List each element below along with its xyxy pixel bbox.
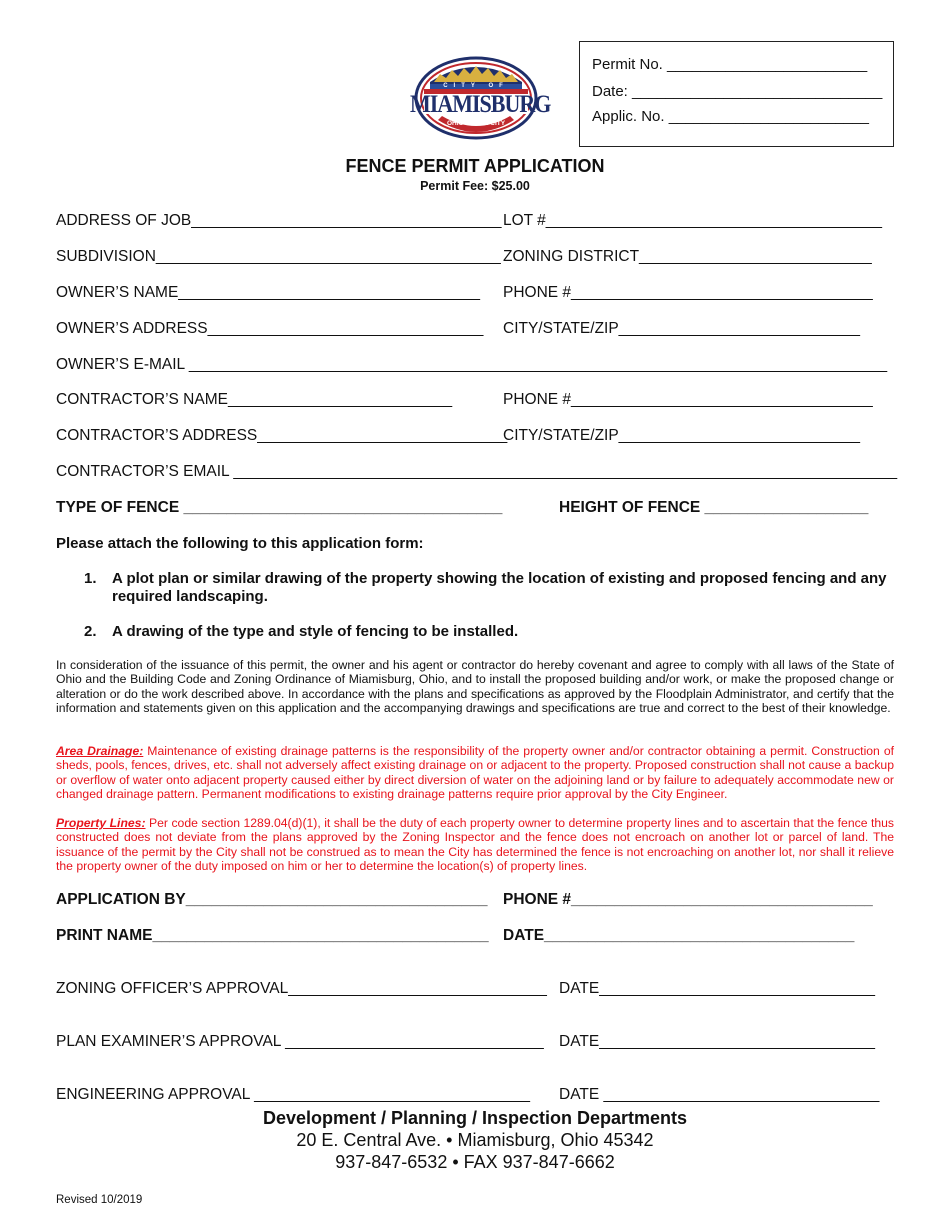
property-lines-label: Property Lines: — [56, 816, 146, 830]
list-item-number: 1. — [84, 570, 97, 587]
signature-phone-field[interactable]: PHONE #___________________________________ — [503, 891, 873, 908]
list-item-plot-plan: A plot plan or similar drawing of the property showing the location of existing and proposed fencing and any required landscaping. — [112, 570, 887, 605]
revised-date: Revised 10/2019 — [56, 1194, 143, 1206]
attach-instructions-heading: Please attach the following to this application form: — [56, 535, 424, 552]
list-item-number: 2. — [84, 623, 97, 640]
list-item-fence-drawing: A drawing of the type and style of fencing to be installed. — [112, 623, 519, 640]
contractor-phone-field[interactable]: PHONE #___________________________________ — [503, 391, 873, 408]
owner-city-state-zip-field[interactable]: CITY/STATE/ZIP____________________________ — [503, 320, 861, 337]
permit-date-field[interactable]: Date: ______________________________ — [592, 83, 883, 100]
consideration-paragraph: In consideration of the issuance of this permit, the owner and his agent or contractor do hereby covenant and agree to comply with all laws of the State of Ohio and the Building Code and Zoning Ordinance of Miamisburg, Ohio, and to install the proposed building and/or work, or make the proposed change or alteration or do the work described above. In accordance with the plans and specifications as approved by the Floodplain Administrator, and certify that the information and statements given on this application and the accompanying drawings and specifications are true and correct to the best of their knowledge. — [56, 658, 894, 716]
miamisburg-logo — [410, 52, 551, 142]
logo-top-text: CITY OF — [443, 83, 509, 89]
applic-no-field[interactable]: Applic. No. ________________________ — [592, 108, 869, 125]
owner-phone-field[interactable]: PHONE #___________________________________ — [503, 284, 873, 301]
address-of-job-field[interactable]: ADDRESS OF JOB____________________________________ — [56, 212, 502, 229]
departments-heading: Development / Planning / Inspection Departments — [262, 1108, 688, 1128]
zoning-district-field[interactable]: ZONING DISTRICT___________________________ — [503, 248, 872, 265]
subdivision-field[interactable]: SUBDIVISION________________________________________ — [56, 248, 501, 265]
contractors-address-field[interactable]: CONTRACTOR’S ADDRESS_____________________________ — [56, 427, 508, 444]
print-name-field[interactable]: PRINT NAME_______________________________________ — [56, 927, 489, 944]
permit-fee: Permit Fee: $25.00 — [420, 179, 530, 193]
permit-no-field[interactable]: Permit No. ________________________ — [592, 56, 868, 73]
owners-name-field[interactable]: OWNER’S NAME___________________________________ — [56, 284, 480, 301]
signature-date-field[interactable]: DATE____________________________________ — [503, 927, 855, 944]
property-lines-paragraph — [56, 816, 894, 874]
form-title: FENCE PERMIT APPLICATION — [345, 156, 605, 176]
logo-tagline: OHIO'S STAR CITY — [446, 120, 506, 127]
owners-address-field[interactable]: OWNER’S ADDRESS________________________________ — [56, 320, 484, 337]
engineering-approval-date-field[interactable]: DATE ________________________________ — [559, 1086, 880, 1103]
engineering-approval-field[interactable]: ENGINEERING APPROVAL ________________________________ — [56, 1086, 530, 1103]
owners-email-field[interactable]: OWNER’S E-MAIL _________________________________________________________________________________ — [56, 356, 888, 373]
area-drainage-paragraph — [56, 744, 894, 802]
property-lines-text: Per code section 1289.04(d)(1), it shall be the duty of each property owner to determine property lines and to ascertain that the fence thus constructed does not deviate from the plans approved by the Zoning Inspector and the fence does not encroach on another lot or parcel of land. The issuance of the permit by the City shall not be construed as to mean the City has determined the fence is not encroaching on another lot, nor shall it relieve the property owner of the duty imposed on him or her to determine the location(s) of property lines. — [56, 816, 894, 874]
contractor-city-state-zip-field[interactable]: CITY/STATE/ZIP____________________________ — [503, 427, 861, 444]
plan-approval-date-field[interactable]: DATE________________________________ — [559, 1033, 876, 1050]
office-phone-fax: 937-847-6532 • FAX 937-847-6662 — [335, 1152, 615, 1172]
logo-name: MIAMISBURG — [410, 89, 551, 118]
office-address: 20 E. Central Ave. • Miamisburg, Ohio 45342 — [296, 1130, 654, 1150]
permit-info-box — [579, 41, 894, 147]
area-drainage-text: Maintenance of existing drainage patterns is the responsibility of the property owner and/or contractor obtaining a permit. Construction of sheds, pools, fences, drives, etc. shall not adversely affect existing drainage on or adjacent to the property. Proposed construction shall not cause a backup or overflow of water onto adjacent property caused either by direct diversion of water on the adjoining land or by failure to adequately accommodate new or changed drainage pattern. Permanent modifications to existing drainage patterns require prior approval by the City Engineer. — [56, 744, 894, 802]
contractors-name-field[interactable]: CONTRACTOR’S NAME__________________________ — [56, 391, 453, 408]
contractors-email-field[interactable]: CONTRACTOR’S EMAIL _____________________________________________________________________________ — [56, 463, 898, 480]
lot-number-field[interactable]: LOT #_______________________________________ — [503, 212, 882, 229]
area-drainage-label: Area Drainage: — [56, 744, 144, 758]
zoning-approval-date-field[interactable]: DATE________________________________ — [559, 980, 876, 997]
type-of-fence-field[interactable]: TYPE OF FENCE _____________________________________ — [56, 499, 503, 516]
application-by-field[interactable]: APPLICATION BY___________________________________ — [56, 891, 488, 908]
zoning-officer-approval-field[interactable]: ZONING OFFICER’S APPROVAL______________________________ — [56, 980, 547, 997]
plan-examiner-approval-field[interactable]: PLAN EXAMINER’S APPROVAL ______________________________ — [56, 1033, 544, 1050]
height-of-fence-field[interactable]: HEIGHT OF FENCE ___________________ — [559, 499, 869, 516]
